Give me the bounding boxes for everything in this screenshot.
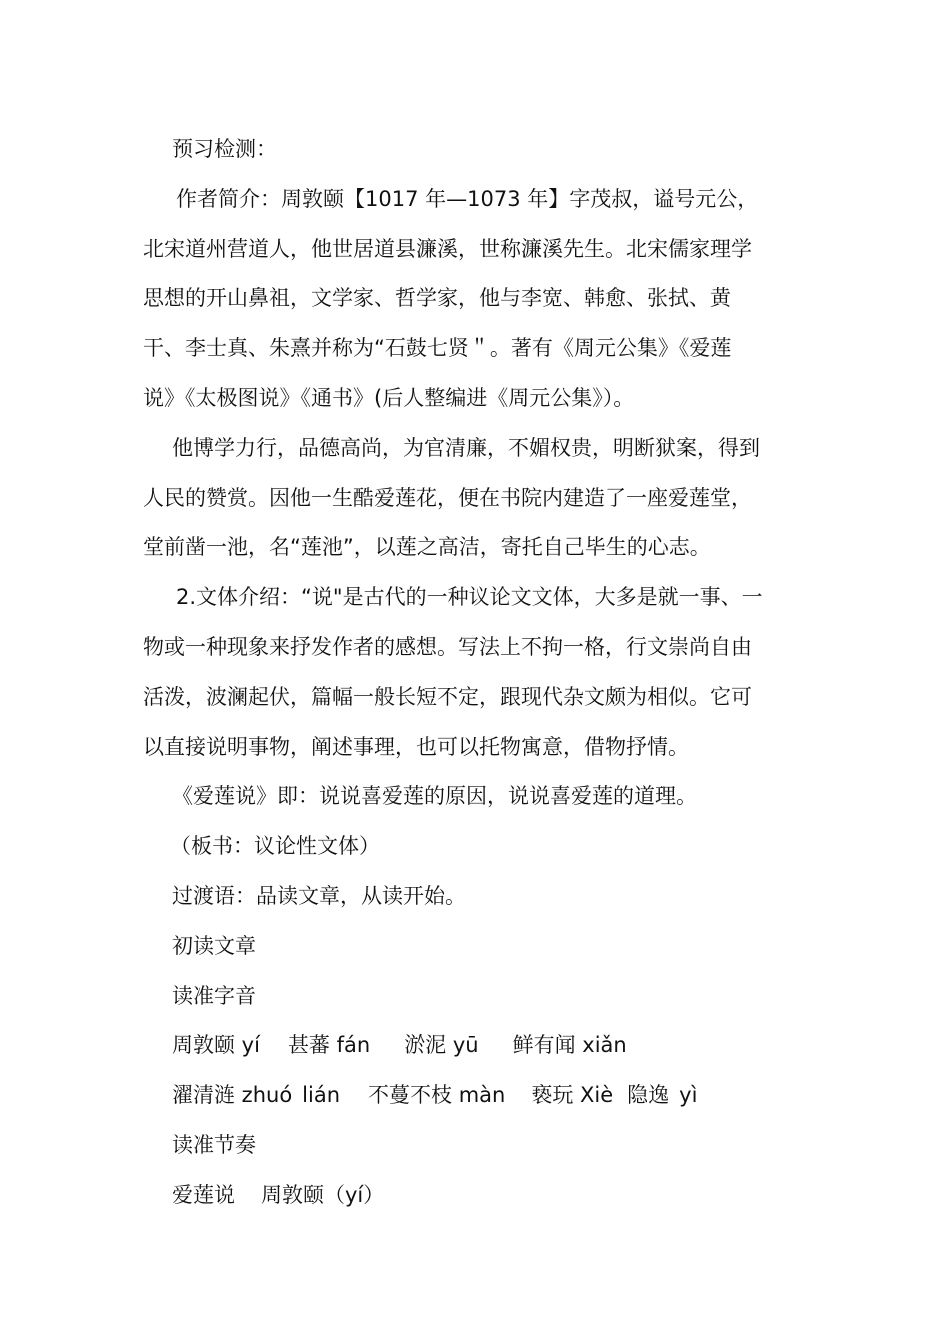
pronunciation-item: 亵玩 Xiè — [531, 1083, 614, 1108]
bio-line: 人民的赞赏。因他一生酷爱莲花，便在书院内建造了一座爱莲堂， — [143, 485, 752, 510]
rhythm-heading: 读准节奏 — [172, 1132, 256, 1157]
rhythm-item: 周敦颐（yí） — [261, 1182, 385, 1207]
pronunciation-item: 隐逸 — [627, 1083, 670, 1108]
pronunciation-item: 鲜有闻 xiǎn — [512, 1033, 627, 1058]
genre-intro-line: 物或一种现象来抒发作者的感想。写法上不拘一格，行文崇尚自由 — [143, 634, 752, 659]
title-meaning: 《爱莲说》即：说说喜爱莲的原因，说说喜爱莲的道理。 — [172, 784, 697, 809]
pronunciation-item: yì — [679, 1083, 698, 1108]
pronunciation-item: 甚蕃 fán — [287, 1033, 371, 1058]
genre-intro-line: 2.文体介绍：“说"是古代的一种议论文文体，大多是就一事、一 — [176, 585, 763, 610]
rhythm-item: 爱莲说 — [172, 1182, 235, 1207]
rhythm-row — [143, 1171, 808, 1221]
pronunciation-item: 周敦颐 yí — [172, 1033, 260, 1058]
pronunciation-heading: 读准字音 — [172, 983, 256, 1008]
author-intro-line: 干、李士真、朱熹并称为“石鼓七贤＂。著有《周元公集》《爱莲 — [143, 336, 732, 361]
author-intro-line: 作者简介：周敦颐【1017 年—1073 年】字茂叔，谥号元公， — [176, 186, 759, 211]
bio-line: 堂前凿一池，名“莲池”，以莲之高洁，寄托自己毕生的心志。 — [143, 535, 711, 560]
transition-text: 过渡语：品读文章，从读开始。 — [172, 883, 466, 908]
pronunciation-item: lián — [302, 1083, 341, 1108]
author-intro-line: 北宋道州营道人，他世居道县濂溪，世称濂溪先生。北宋儒家理学 — [143, 236, 752, 261]
pronunciation-row — [143, 1021, 808, 1071]
pronunciation-item: 不蔓不枝 màn — [368, 1083, 506, 1108]
pronunciation-row — [143, 1071, 808, 1121]
author-intro-line: 思想的开山鼻祖，文学家、哲学家，他与李宽、韩愈、张拭、黄 — [143, 286, 731, 311]
bio-line: 他博学力行，品德高尚，为官清廉，不媚权贵，明断狱案，得到 — [172, 435, 760, 460]
pronunciation-item: 濯清涟 zhuó — [172, 1083, 293, 1108]
author-intro-line: 说》《太极图说》《通书》(后人整编进《周元公集》）。 — [143, 385, 635, 410]
board-note: （板书：议论性文体） — [170, 834, 380, 859]
section-heading: 预习检测： — [172, 137, 277, 161]
genre-intro-line: 以直接说明事物，阐述事理，也可以托物寓意，借物抒情。 — [143, 734, 689, 759]
document-content — [143, 125, 808, 1221]
pronunciation-item: 淤泥 yū — [404, 1033, 479, 1058]
first-read-heading: 初读文章 — [172, 933, 256, 958]
genre-intro-line: 活泼，波澜起伏，篇幅一般长短不定，跟现代杂文颇为相似。它可 — [143, 684, 752, 709]
